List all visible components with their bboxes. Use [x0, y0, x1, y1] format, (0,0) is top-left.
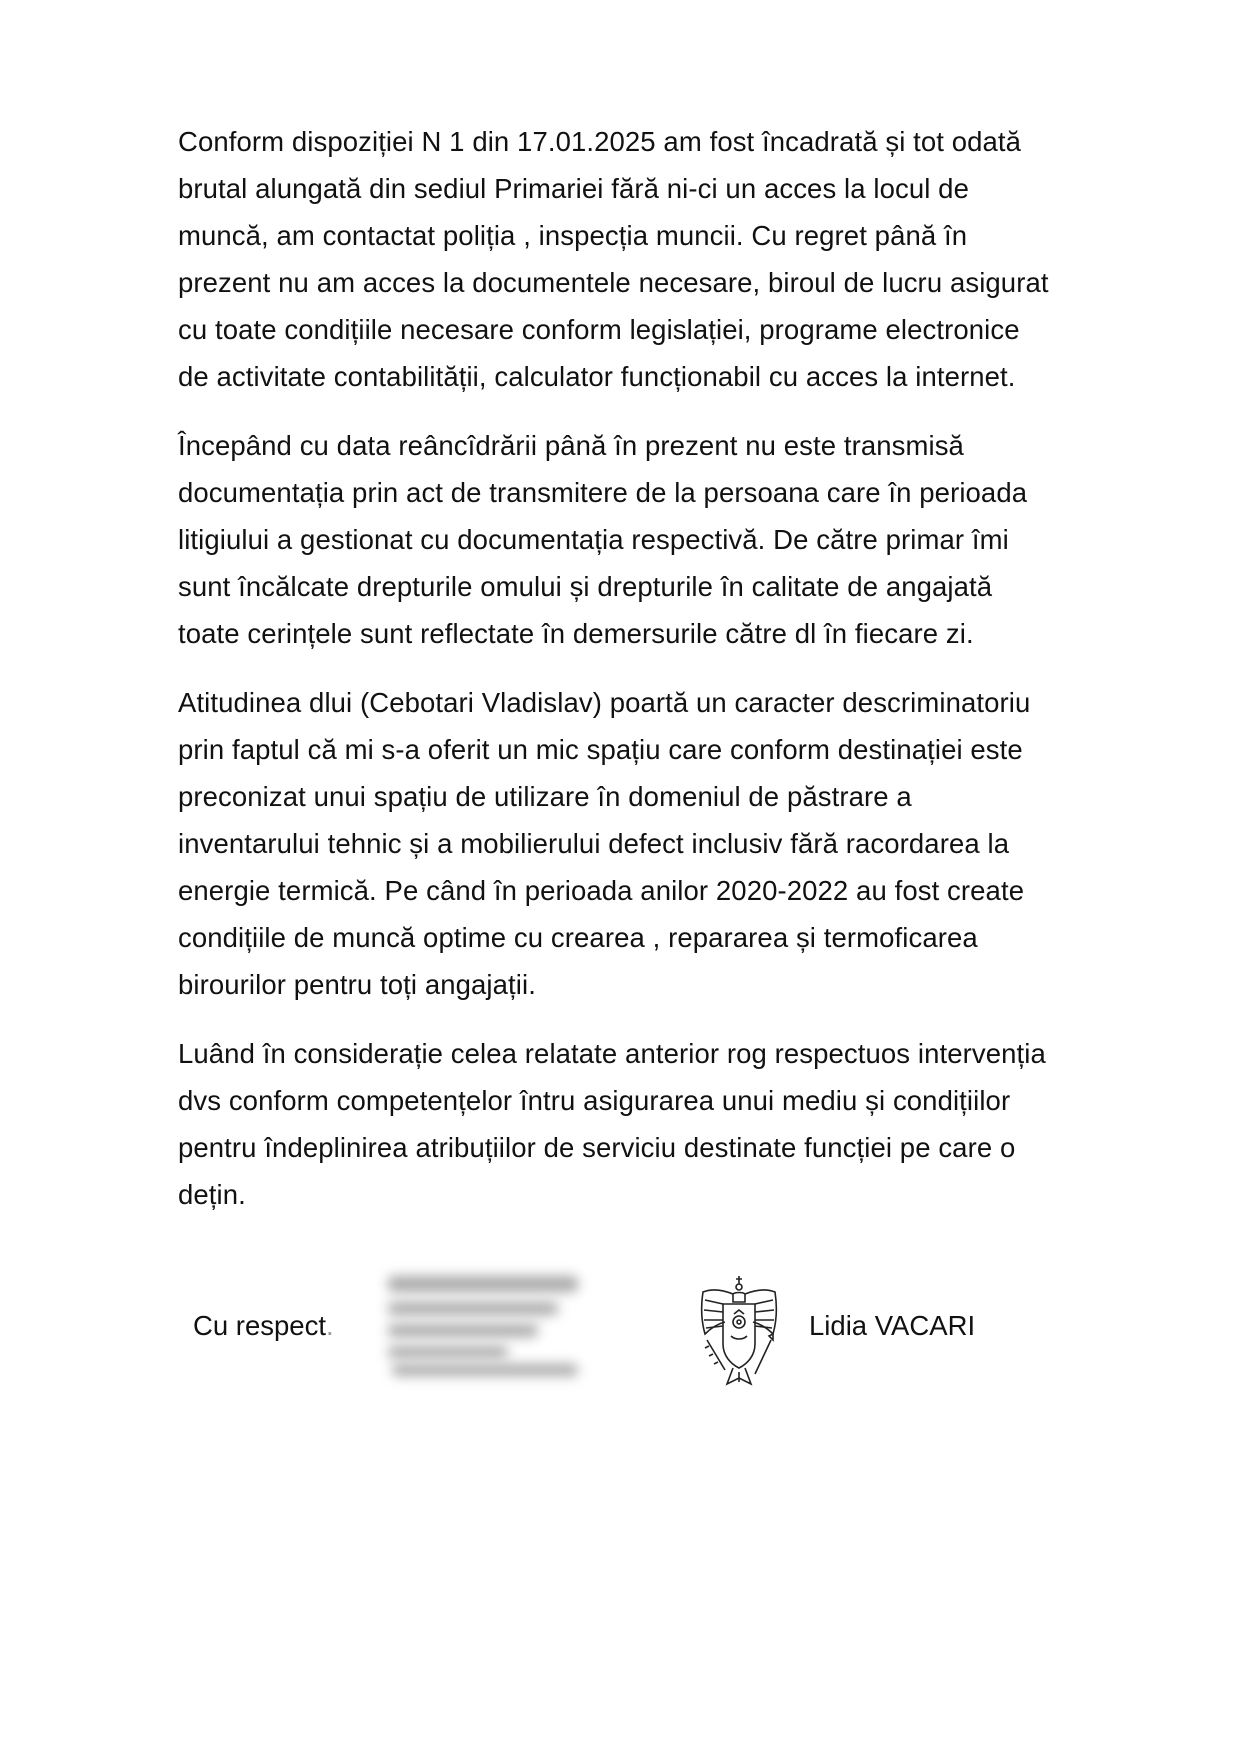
- signature-block: [0, 1270, 1241, 1400]
- paragraph-3: Atitudinea dlui (Cebotari Vladislav) poartă un caracter descriminatoriu prin faptul că mi s-a oferit un mic spațiu care conform destinației este preconizat unui spațiu de utilizare în domeniul de păstrare a inventarului tehnic și a mobilierului defect inclusiv fără racordarea la energie termică. Pe când în perioada anilor 2020-2022 au fost create condițiile de muncă optime cu crearea , repararea și termoficarea birourilor pentru toți angajații.: [178, 687, 1031, 1000]
- signer-name: Lidia VACARI: [809, 1310, 976, 1341]
- paragraph-1: Conform dispoziției N 1 din 17.01.2025 am fost încadrată și tot odată brutal alungată din sediul Primariei fără ni-ci un acces la locul de muncă, am contactat poliția , inspecția muncii. Cu regret până în prezent nu am acces la documentele necesare, biroul de lucru asigurat cu toate condițiile necesare conform legislației, programe electronice de activitate contabilității, calculator funcționabil cu acces la internet.: [178, 126, 1049, 392]
- letter-body: [178, 118, 1158, 1240]
- paragraph-2: Începând cu data reâncîdrării până în prezent nu este transmisă documentația prin act de transmitere de la persoana care în perioada litigiului a gestionat cu documentația respectivă. De către primar îmi sunt încălcate drepturile omului și drepturile în calitate de angajată toate cerințele sunt reflectate în demersurile către dl în fiecare zi.: [178, 430, 1028, 649]
- closing-punctuation: .: [325, 1310, 334, 1341]
- closing-line: [193, 1310, 334, 1342]
- blurred-signature: [382, 1272, 592, 1380]
- paragraph-4: Luând în considerație celea relatate anterior rog respectuos intervenția dvs conform competențelor întru asigurarea unui mediu și condițiilor pentru îndeplinirea atribuțiilor de serviciu destinate funcției pe care o dețin.: [178, 1038, 1046, 1210]
- moldova-coat-of-arms-icon: [693, 1270, 785, 1392]
- closing-text: Cu respect: [193, 1310, 326, 1341]
